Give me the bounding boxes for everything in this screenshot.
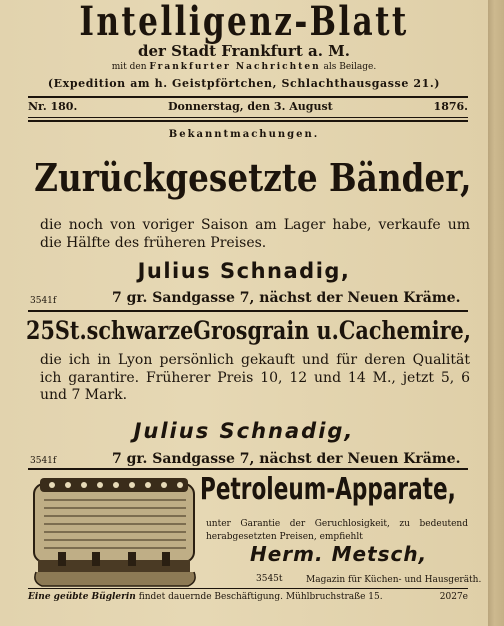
supplement-line	[0, 61, 488, 73]
footer-bold: Eine geübte Büglerin	[28, 592, 136, 602]
footer-code: 2027e	[439, 592, 468, 602]
issue-line	[28, 99, 468, 115]
petroleum-stove-illustration	[30, 476, 200, 590]
ad3-code: 3545t	[256, 574, 283, 584]
ad1-code: 3541f	[30, 296, 57, 306]
ad3-tagline: Magazin für Küchen- und Hausgeräth.	[306, 575, 482, 585]
masthead-title: Intelligenz-Blatt	[79, 0, 409, 45]
ad2-divider	[28, 468, 468, 470]
ad3-body: unter Garantie der Geruchlosigkeit, zu bedeutend herabgesetzten Preisen, empfiehlt	[206, 519, 468, 542]
section-heading: Bekanntmachungen.	[168, 129, 320, 140]
ad2-merchant: Julius Schnadig,	[133, 419, 355, 443]
ad1-address: 7 gr. Sandgasse 7, nächst der Neuen Kräme.	[112, 290, 461, 306]
ad2-body: die ich in Lyon persönlich gekauft und für deren Qualität ich garantire. Früherer Preis 10, 12 und 14 M., jetzt 5, 6 und 7 Mark.	[40, 352, 470, 403]
ad2-address: 7 gr. Sandgasse 7, nächst der Neuen Kräme.	[112, 451, 461, 467]
supplement-prefix: mit den	[111, 62, 147, 72]
footer-text: findet dauernde Beschäftigung. Mühlbruchstraße 15.	[138, 592, 383, 602]
issue-number: Nr. 180.	[28, 100, 78, 113]
ad3-divider	[28, 588, 468, 589]
ad3-merchant: Herm. Metsch,	[250, 542, 428, 566]
ad1-body: die noch von voriger Saison am Lager habe, verkaufe um die Hälfte des früheren Preises.	[40, 217, 470, 251]
issue-date: Donnerstag, den 3. August	[168, 100, 333, 113]
issue-rule-bottom	[28, 120, 468, 122]
issue-rule-mid	[28, 117, 468, 118]
ad1-divider	[28, 310, 468, 312]
supplement-suffix: als Beilage.	[323, 62, 377, 72]
supplement-name: Frankfurter Nachrichten	[149, 62, 321, 72]
expedition-line: (Expedition am h. Geistpförtchen, Schlachthausgasse 21.)	[47, 77, 441, 90]
ad2-headline: 25St.schwarzeGrosgrain u.Cachemire,	[26, 316, 471, 345]
issue-year: 1876.	[433, 100, 468, 113]
ad3-headline: Petroleum-Apparate,	[200, 472, 456, 507]
masthead-subtitle: der Stadt Frankfurt a. M.	[138, 42, 350, 60]
binding-edge	[488, 0, 504, 626]
ad1-headline: Zurückgesetzte Bänder,	[34, 155, 472, 200]
ad2-code: 3541f	[30, 456, 57, 466]
footer-notice	[28, 592, 468, 602]
ad1-merchant: Julius Schnadig,	[137, 259, 351, 283]
issue-rule-top	[28, 96, 468, 98]
